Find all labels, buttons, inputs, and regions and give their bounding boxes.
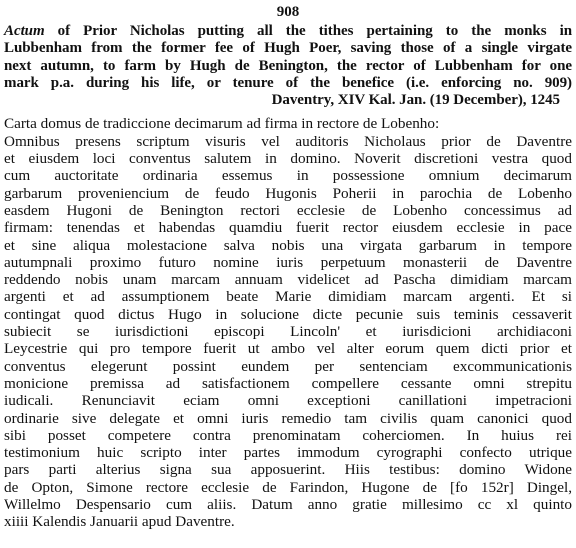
charter-line: sibi posset competere contra prenominatam coherciomen. In huius rei [4, 426, 572, 444]
summary-line-1 [4, 23, 572, 40]
charter-line: garbarum proveniencium de feudo Hugonis Poherii in parochia de Lobenho [4, 184, 572, 202]
charter-line: monicione premissa ad satisfactionem compellere cessante omni strepitu [4, 374, 572, 392]
charter-line: autumpnali proximo futuro nomine iuris perpetuum monasterii de Daventre [4, 253, 572, 271]
summary-line-4: mark p.a. during his life, or tenure of the benefice (i.e. enforcing no. 909) [4, 74, 572, 91]
summary-line-3: next autumn, to farm by Hugh de Benington, the rector of Lubbenham for one [4, 57, 572, 74]
charter-line: Omnibus presens scriptum visuris vel auditoris Nicholaus prior de Daventre [4, 132, 572, 150]
charter-line: argenti et ad assumptionem beate Marie dimidiam marcam argenti. Et si [4, 288, 572, 306]
charter-line: ordinarie sive delegate et omni iuris remedio tam civilis quam canonici quod [4, 409, 572, 427]
summary-line-2: Lubbenham from the former fee of Hugh Poer, saving those of a single virgate [4, 40, 572, 57]
charter-line: conventus elegerunt possint eundem per sentenciam excommunicationis [4, 357, 572, 375]
charter-line: firmam: tenendas et habendas quamdiu fuerit rector eiusdem ecclesie in pace [4, 219, 572, 237]
charter-line: de Opton, Simone rectore ecclesie de Farindon, Hugone de [fo 152r] Dingel, [4, 478, 572, 496]
charter-text [4, 115, 572, 530]
charter-line: Willelmo Despensario cum aliis. Datum anno gratie millesimo cc xl quinto [4, 496, 572, 514]
charter-line: Carta domus de tradiccione decimarum ad firma in rectore de Lobenho: [4, 115, 440, 133]
summary-dateline: Daventry, XIV Kal. Jan. (19 December), 1245 [271, 92, 560, 109]
summary-actum: Actum [4, 23, 45, 39]
charter-line: et eiusdem loci conventus salutem in domino. Noverit discretioni vestra quod [4, 150, 572, 168]
summary-line-1-text: of Prior Nicholas putting all the tithes pertaining to the monks in [44, 23, 572, 39]
charter-line: cum auctoritate ordinaria essemus in possessione omnium decimarum [4, 167, 572, 185]
charter-line: reddendo nobis unam marcam annuam videlicet ad Pascha dimidiam marcam [4, 271, 572, 289]
entry-number: 908 [276, 4, 300, 20]
charter-line: testimonium huic scripto inter partes immodum cyrographi confecto utrique [4, 444, 572, 462]
charter-line: subiecit se iurisdictioni episcopi Lincoln' et iurisdicioni archidiaconi [4, 323, 572, 341]
charter-line: et sine aliqua molestacione salva nobis una virgata garbarum in tempore [4, 236, 572, 254]
charter-line: Leycestrie qui pro tempore fuerit ut ambo vel alter eorum quem dicti prior et [4, 340, 572, 358]
charter-line: xiiii Kalendis Januarii apud Daventre. [4, 513, 235, 531]
charter-line: easdem Hugoni de Benington rectori ecclesie de Lobenho concessimus ad [4, 201, 572, 219]
charter-line: iudicali. Renunciavit eciam omni exceptioni canillationi impetracioni [4, 392, 572, 410]
charter-line: contingat quod dictus Hugo in solucione dicte pecunie suis teminis cessaverit [4, 305, 572, 323]
entry-summary [4, 23, 572, 109]
charter-line: pars parti alterius signa sua apposuerint. Hiis testibus: domino Widone [4, 461, 572, 479]
